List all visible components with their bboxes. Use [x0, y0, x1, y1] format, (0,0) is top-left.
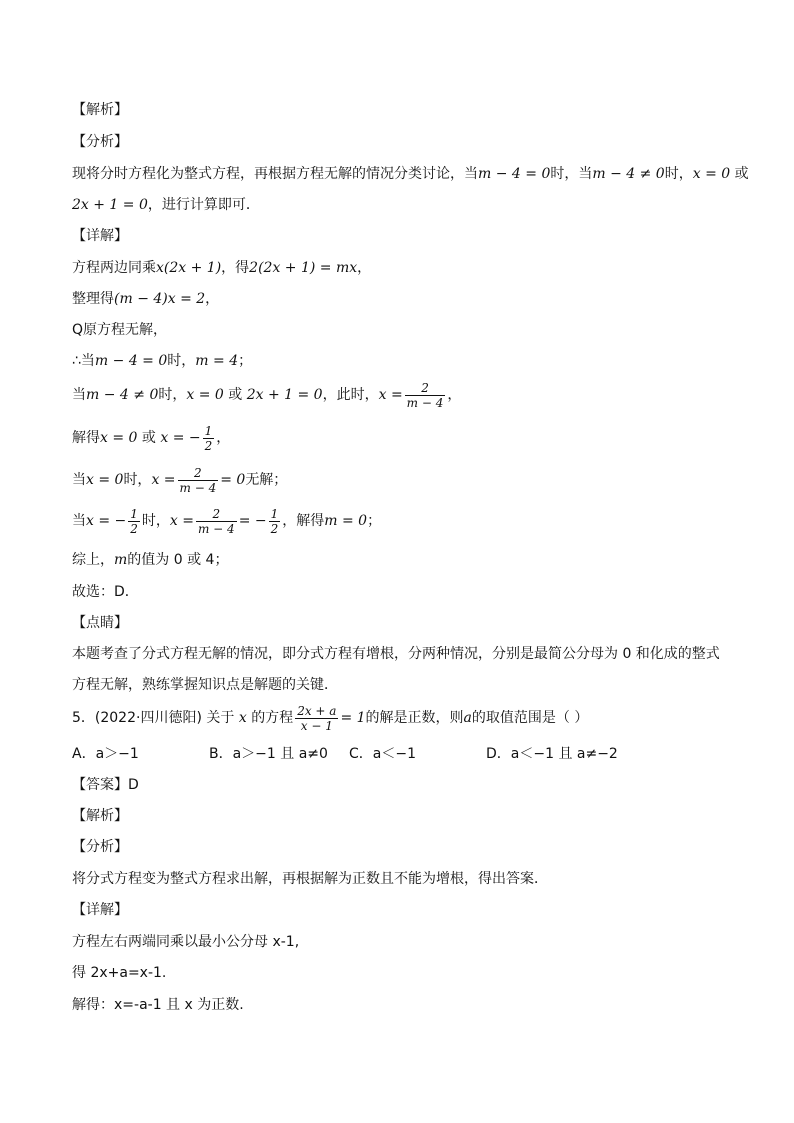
- fraction: [128, 507, 140, 536]
- text: ；: [238, 353, 253, 369]
- text: ，解得: [282, 513, 325, 529]
- text: 或: [228, 387, 243, 403]
- math-expr: m − 4 ≠ 0: [592, 166, 665, 182]
- detail-line-2: [72, 289, 219, 309]
- fraction-denominator: 2: [270, 521, 279, 536]
- math-expr: x = 0: [86, 472, 124, 488]
- section-dianjing-heading: 【点睛】: [72, 615, 128, 631]
- analysis-line-2: [72, 195, 260, 215]
- math-expr: x = 0: [186, 387, 224, 403]
- text: ，: [205, 291, 220, 307]
- detail-line-9: [72, 550, 228, 570]
- text: ，: [357, 260, 372, 276]
- text: ，: [216, 430, 231, 446]
- fraction-numerator: 2: [212, 506, 221, 521]
- detail-line-6: [72, 423, 230, 453]
- fraction: [196, 507, 237, 536]
- option-a[interactable]: A．a＞−1: [72, 746, 139, 762]
- section-xiangjie-heading: 【详解】: [72, 228, 128, 244]
- section-fenxi-heading: 【分析】: [72, 134, 128, 150]
- q5-step-3: 解得：x=-a-1 且 x 为正数.: [72, 997, 244, 1013]
- text: 综上，: [72, 552, 114, 568]
- option-c[interactable]: C．a＜−1: [349, 746, 416, 762]
- text: ∴当: [72, 353, 95, 369]
- text: 当: [72, 387, 86, 403]
- text: 时，: [141, 513, 170, 529]
- math-expr: m − 4 = 0: [478, 166, 551, 182]
- text: 解得: [72, 430, 100, 446]
- math-expr: x: [238, 710, 247, 726]
- math-expr: x = 0: [100, 430, 138, 446]
- math-expr: 2x + 1 = 0: [246, 387, 323, 403]
- text: 时，: [123, 472, 152, 488]
- q5-step-1: 方程左右两端同乘以最小公分母 x-1,: [72, 934, 300, 950]
- text: ，此时，: [322, 387, 379, 403]
- math-expr: x =: [169, 513, 194, 529]
- q5-fenxi-heading: 【分析】: [72, 839, 128, 855]
- text: 或: [141, 430, 156, 446]
- text: 时，: [664, 166, 693, 182]
- fraction-denominator: 2: [204, 438, 213, 453]
- text: 方程两边同乘: [72, 260, 156, 276]
- math-expr: x(2x + 1): [156, 260, 222, 276]
- question-number: 5．(2022·四川德阳) 关于: [72, 710, 235, 726]
- text: 时，: [158, 387, 187, 403]
- option-d[interactable]: D．a＜−1 且 a≠−2: [486, 746, 618, 762]
- math-expr: m: [114, 552, 128, 568]
- text: 当: [72, 513, 86, 529]
- analysis-line-1: [72, 164, 749, 184]
- math-expr: x = 0: [692, 166, 731, 182]
- math-expr: x =: [378, 387, 403, 403]
- math-expr: x =: [151, 472, 176, 488]
- detail-line-1: [72, 258, 371, 278]
- math-expr: m − 4 ≠ 0: [86, 387, 159, 403]
- text: ；: [367, 513, 382, 529]
- text: 整理得: [72, 291, 114, 307]
- math-expr: x = −: [86, 513, 127, 529]
- math-expr: m = 0: [324, 513, 368, 529]
- text: ，: [447, 387, 462, 403]
- text: 无解；: [245, 472, 288, 488]
- text: ，进行计算即可．: [147, 197, 260, 213]
- fraction: [405, 381, 446, 410]
- math-expr: m = 4: [195, 353, 239, 369]
- detail-line-10: 故选：D．: [72, 584, 139, 600]
- fraction: [295, 704, 338, 733]
- fraction-numerator: 1: [270, 506, 279, 521]
- math-expr: = −: [238, 513, 267, 529]
- fraction-numerator: 2: [421, 380, 429, 395]
- math-expr: x = −: [160, 430, 201, 446]
- fraction-numerator: 2: [194, 465, 202, 480]
- math-expr: = 0: [220, 472, 246, 488]
- question-5: [72, 703, 588, 733]
- fraction-denominator: m − 4: [197, 521, 235, 536]
- detail-line-8: [72, 506, 381, 536]
- text: 时，当: [550, 166, 593, 182]
- fraction-denominator: x − 1: [295, 718, 338, 733]
- text: 的值为 0 或 4；: [127, 552, 229, 568]
- text: 现将分时方程化为整式方程，再根据方程无解的情况分类讨论，当: [72, 166, 478, 182]
- q5-jiexi-heading: 【解析】: [72, 808, 128, 824]
- fraction-numerator: 2x + a: [297, 703, 337, 718]
- text: 或: [734, 166, 749, 182]
- detail-line-5: [72, 380, 461, 410]
- math-expr: = 1: [340, 710, 366, 726]
- math-expr: (m − 4)x = 2: [114, 291, 206, 307]
- text: 时，: [167, 353, 196, 369]
- math-expr: 2x + 1 = 0: [72, 197, 148, 213]
- detail-line-3: Q原方程无解，: [72, 322, 168, 338]
- text: 的取值范围是（ ）: [471, 710, 589, 726]
- option-b[interactable]: B．a＞−1 且 a≠0: [209, 746, 328, 762]
- fraction: [269, 507, 281, 536]
- q5-step-2: 得 2x+a=x-1.: [72, 965, 167, 981]
- fraction: [178, 466, 219, 495]
- detail-line-4: [72, 351, 252, 371]
- math-expr: m − 4 = 0: [94, 353, 168, 369]
- fraction-denominator: m − 4: [179, 480, 217, 495]
- section-jiexi-heading: 【解析】: [72, 102, 128, 118]
- fraction: [203, 424, 215, 453]
- fraction-denominator: m − 4: [406, 395, 444, 410]
- fraction-numerator: 1: [204, 423, 213, 438]
- detail-line-7: [72, 465, 287, 495]
- q5-xiangjie-heading: 【详解】: [72, 902, 128, 918]
- math-expr: 2(2x + 1) = mx: [249, 260, 358, 276]
- text: 的解是正数，则: [365, 710, 464, 726]
- fraction-denominator: 2: [130, 521, 138, 536]
- math-expr: a: [463, 710, 472, 726]
- text: 的方程: [251, 710, 294, 726]
- fraction-numerator: 1: [130, 506, 138, 521]
- dianjing-line-2: 方程无解，熟练掌握知识点是解题的关键．: [72, 677, 338, 693]
- text: ，得: [221, 260, 250, 276]
- answer-line: 【答案】D: [72, 777, 139, 793]
- dianjing-line-1: 本题考查了分式方程无解的情况，即分式方程有增根，分两种情况，分别是最简公分母为 0 和化成的整式: [72, 646, 720, 662]
- q5-analysis: 将分式方程变为整式方程求出解，再根据解为正数且不能为增根，得出答案．: [72, 871, 548, 887]
- text: 当: [72, 472, 86, 488]
